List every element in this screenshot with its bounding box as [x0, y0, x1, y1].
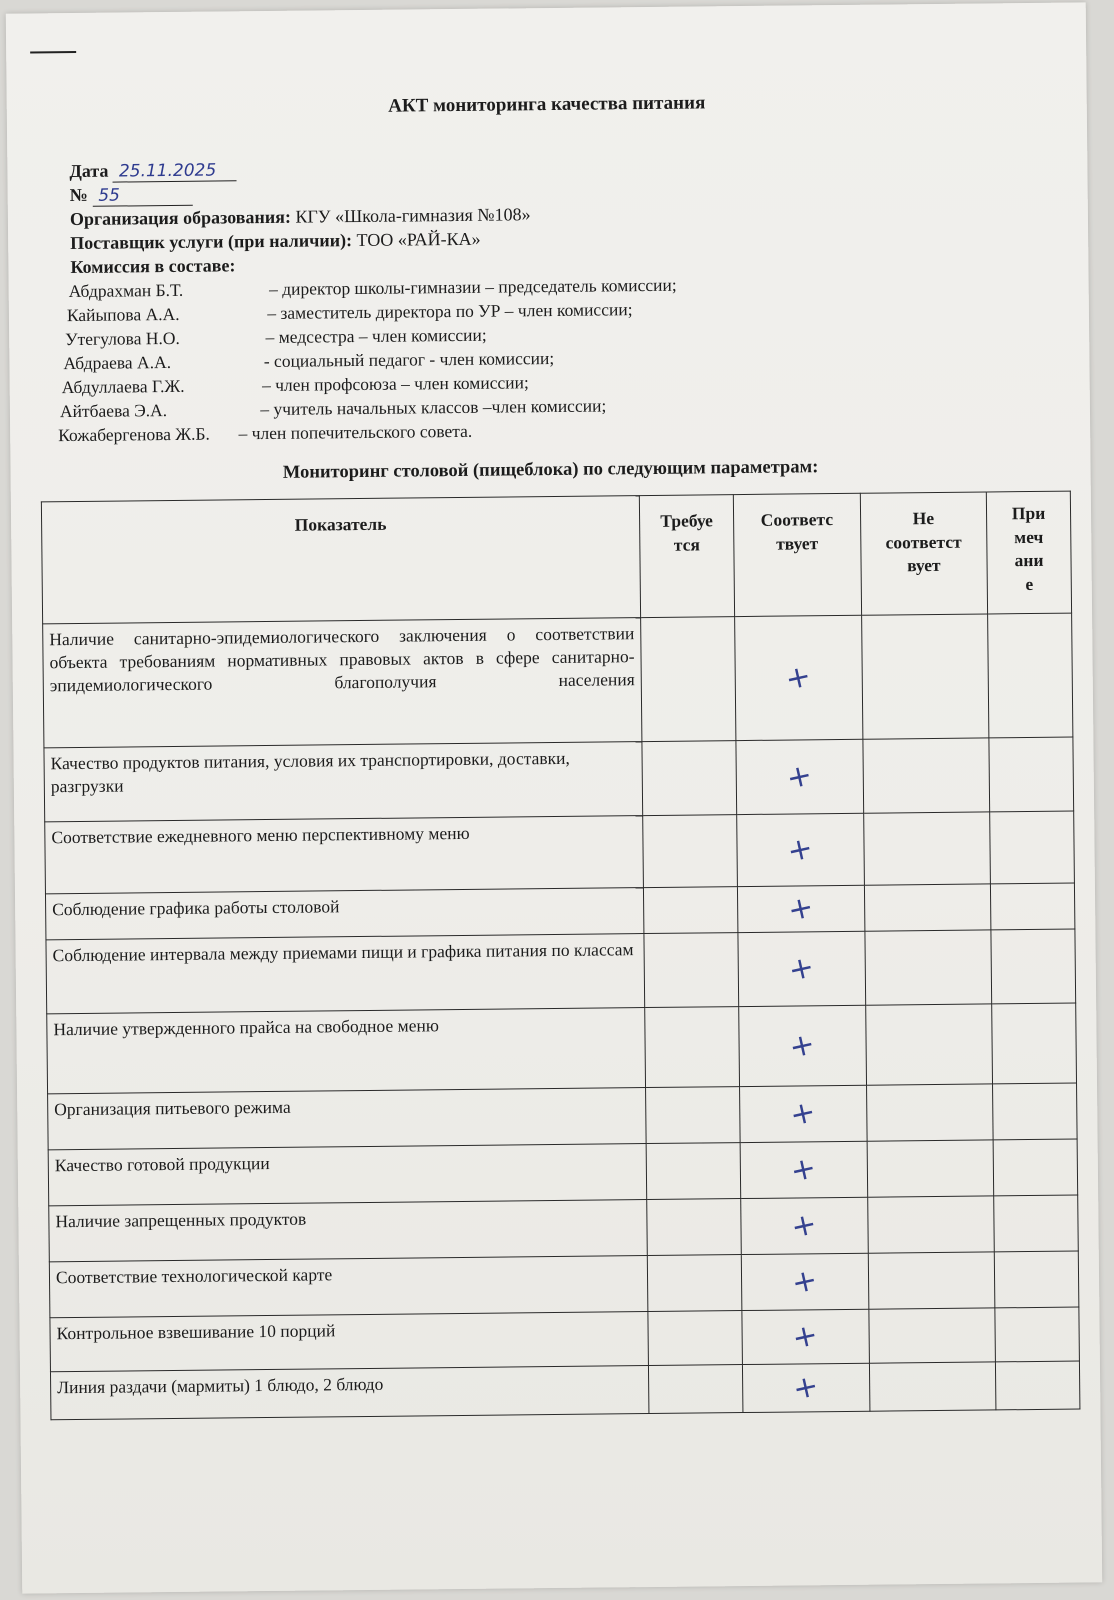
- note-cell: [993, 1139, 1078, 1196]
- commission-member: [58, 421, 472, 446]
- indicator-cell: Качество готовой продукции: [48, 1144, 647, 1206]
- member-role: – медсестра – член комиссии;: [265, 324, 487, 347]
- document-title: АКТ мониторинга качества питания: [388, 92, 706, 117]
- not-complies-cell: [867, 1196, 994, 1253]
- supplier-label: Поставщик услуги (при наличии):: [70, 230, 353, 254]
- monitoring-table: [41, 491, 1081, 1421]
- plus-mark: +: [788, 1205, 821, 1246]
- complies-cell: [741, 1253, 868, 1310]
- number-label: №: [69, 184, 88, 206]
- number-line: [70, 184, 193, 207]
- complies-cell: [738, 931, 865, 1006]
- plus-mark: +: [785, 948, 818, 989]
- plus-mark: +: [782, 657, 815, 698]
- complies-cell: [740, 1085, 867, 1142]
- indicator-cell: Соблюдение интервала между приемами пищи и графика питания по классам: [46, 934, 645, 1014]
- member-role: – учитель начальных классов –член комиссии;: [260, 395, 607, 420]
- table-row: [47, 1003, 1077, 1094]
- table-row: [46, 929, 1076, 1014]
- not-complies-cell: [862, 738, 989, 813]
- note-cell: [992, 1003, 1077, 1084]
- organization-line: [70, 204, 531, 230]
- indicator-cell: Наличие санитарно-эпидемиологического заключения о соответствии объекта требованиям нормативных правовых актов в сфере санитарно-эпидемиологического благополучия населения: [43, 618, 642, 748]
- not-complies-cell: [864, 930, 991, 1005]
- indicator-cell: Соответствие ежедневного меню перспективному меню: [45, 816, 644, 894]
- commission-line: [70, 255, 235, 278]
- required-cell: [648, 1311, 743, 1366]
- date-value: 25.11.2025: [113, 160, 237, 182]
- member-role: – директор школы-гимназии – председатель комиссии;: [268, 274, 677, 299]
- table-row: [44, 737, 1074, 822]
- plus-mark: +: [784, 888, 817, 929]
- required-cell: [646, 1087, 741, 1144]
- required-cell: [646, 1143, 741, 1200]
- plus-mark: +: [787, 1149, 820, 1190]
- header-not-complies: Не соответст вует: [860, 492, 988, 615]
- required-cell: [645, 1007, 740, 1088]
- table-row: [45, 811, 1075, 894]
- member-name: Кайыпова А.А.: [66, 303, 180, 326]
- member-role: – заместитель директора по УР – член комиссии;: [267, 299, 633, 323]
- document-sheet: [6, 2, 1102, 1593]
- indicator-cell: Качество продуктов питания, условия их транспортировки, доставки, разгрузки: [44, 742, 643, 822]
- commission-member: [60, 395, 607, 422]
- note-cell: [994, 1251, 1079, 1308]
- complies-cell: [738, 885, 865, 932]
- table-row: [50, 1361, 1079, 1420]
- commission-member: [65, 325, 487, 350]
- indicator-cell: Контрольное взвешивание 10 порций: [50, 1312, 649, 1372]
- plus-mark: +: [783, 756, 816, 797]
- indicator-cell: Наличие утвержденного прайса на свободное меню: [47, 1008, 646, 1094]
- table-header-row: [41, 491, 1071, 624]
- not-complies-cell: [863, 812, 990, 885]
- date-line: [69, 159, 237, 183]
- indicator-cell: Соответствие технологической карте: [49, 1256, 648, 1318]
- plus-mark: +: [788, 1261, 821, 1302]
- plus-mark: +: [786, 1025, 819, 1066]
- member-name: Абдрахман Б.Т.: [68, 279, 184, 302]
- member-name: Айтбаева Э.А.: [59, 400, 168, 422]
- plus-mark: +: [789, 1367, 822, 1408]
- plus-mark: +: [786, 1093, 820, 1134]
- member-name: Кожабергенова Ж.Б.: [58, 423, 210, 446]
- required-cell: [642, 741, 737, 816]
- complies-cell: [741, 1197, 868, 1254]
- indicator-cell: Линия раздачи (мармиты) 1 блюдо, 2 блюдо: [50, 1366, 648, 1420]
- note-cell: [990, 811, 1075, 884]
- date-label: Дата: [69, 160, 109, 182]
- not-complies-cell: [861, 614, 989, 739]
- not-complies-cell: [866, 1084, 993, 1141]
- complies-cell: [742, 1309, 869, 1364]
- note-cell: [993, 1083, 1078, 1140]
- header-required: Требуе тся: [639, 495, 734, 618]
- complies-cell: [737, 813, 864, 886]
- member-name: Абдуллаева Г.Ж.: [61, 375, 185, 398]
- note-cell: [995, 1307, 1080, 1362]
- complies-cell: [736, 739, 863, 814]
- header-indicator: Показатель: [41, 496, 640, 624]
- not-complies-cell: [868, 1252, 995, 1309]
- member-role: – член попечительского совета.: [238, 420, 473, 444]
- required-cell: [643, 815, 738, 888]
- complies-cell: [739, 1005, 866, 1086]
- required-cell: [643, 887, 738, 934]
- complies-cell: [735, 615, 863, 740]
- required-cell: [644, 933, 739, 1008]
- not-complies-cell: [865, 1004, 992, 1085]
- table-row: [43, 613, 1073, 748]
- plus-mark: +: [789, 1316, 822, 1357]
- note-cell: [990, 883, 1074, 930]
- complies-cell: [743, 1363, 870, 1412]
- commission-label: Комиссия в составе:: [70, 255, 236, 278]
- not-complies-cell: [869, 1362, 996, 1411]
- not-complies-cell: [867, 1140, 994, 1197]
- required-cell: [647, 1199, 742, 1256]
- organization-label: Организация образования:: [69, 206, 292, 230]
- required-cell: [641, 617, 736, 742]
- note-cell: [995, 1361, 1079, 1410]
- not-complies-cell: [864, 884, 991, 931]
- required-cell: [648, 1365, 743, 1414]
- number-value: 55: [92, 185, 192, 207]
- header-note: При меч ани е: [986, 491, 1071, 614]
- corner-dash: [30, 51, 76, 53]
- supplier-line: [70, 229, 481, 254]
- member-role: – член профсоюза – член комиссии;: [261, 372, 529, 396]
- note-cell: [994, 1195, 1079, 1252]
- commission-member: [63, 348, 554, 374]
- indicator-cell: Наличие запрещенных продуктов: [49, 1200, 648, 1262]
- member-role: - социальный педагог - член комиссии;: [263, 347, 555, 372]
- member-name: Абдраева А.А.: [63, 351, 172, 374]
- commission-member: [62, 372, 529, 398]
- note-cell: [988, 613, 1073, 738]
- indicator-cell: Соблюдение графика работы столовой: [45, 888, 643, 940]
- note-cell: [991, 929, 1076, 1004]
- member-name: Утегулова Н.О.: [65, 327, 180, 350]
- commission-member: [67, 299, 633, 326]
- section-title: Мониторинг столовой (пищеблока) по следующим параметрам:: [282, 457, 819, 483]
- required-cell: [647, 1255, 742, 1312]
- note-cell: [989, 737, 1074, 812]
- complies-cell: [740, 1141, 867, 1198]
- commission-member: [69, 275, 677, 302]
- supplier-value: ТОО «РАЙ-КА»: [356, 228, 481, 251]
- not-complies-cell: [868, 1308, 995, 1363]
- indicator-cell: Организация питьевого режима: [48, 1088, 647, 1150]
- organization-value: КГУ «Школа-гимназия №108»: [295, 204, 531, 227]
- plus-mark: +: [784, 829, 817, 870]
- header-complies: Соответс твует: [733, 493, 861, 616]
